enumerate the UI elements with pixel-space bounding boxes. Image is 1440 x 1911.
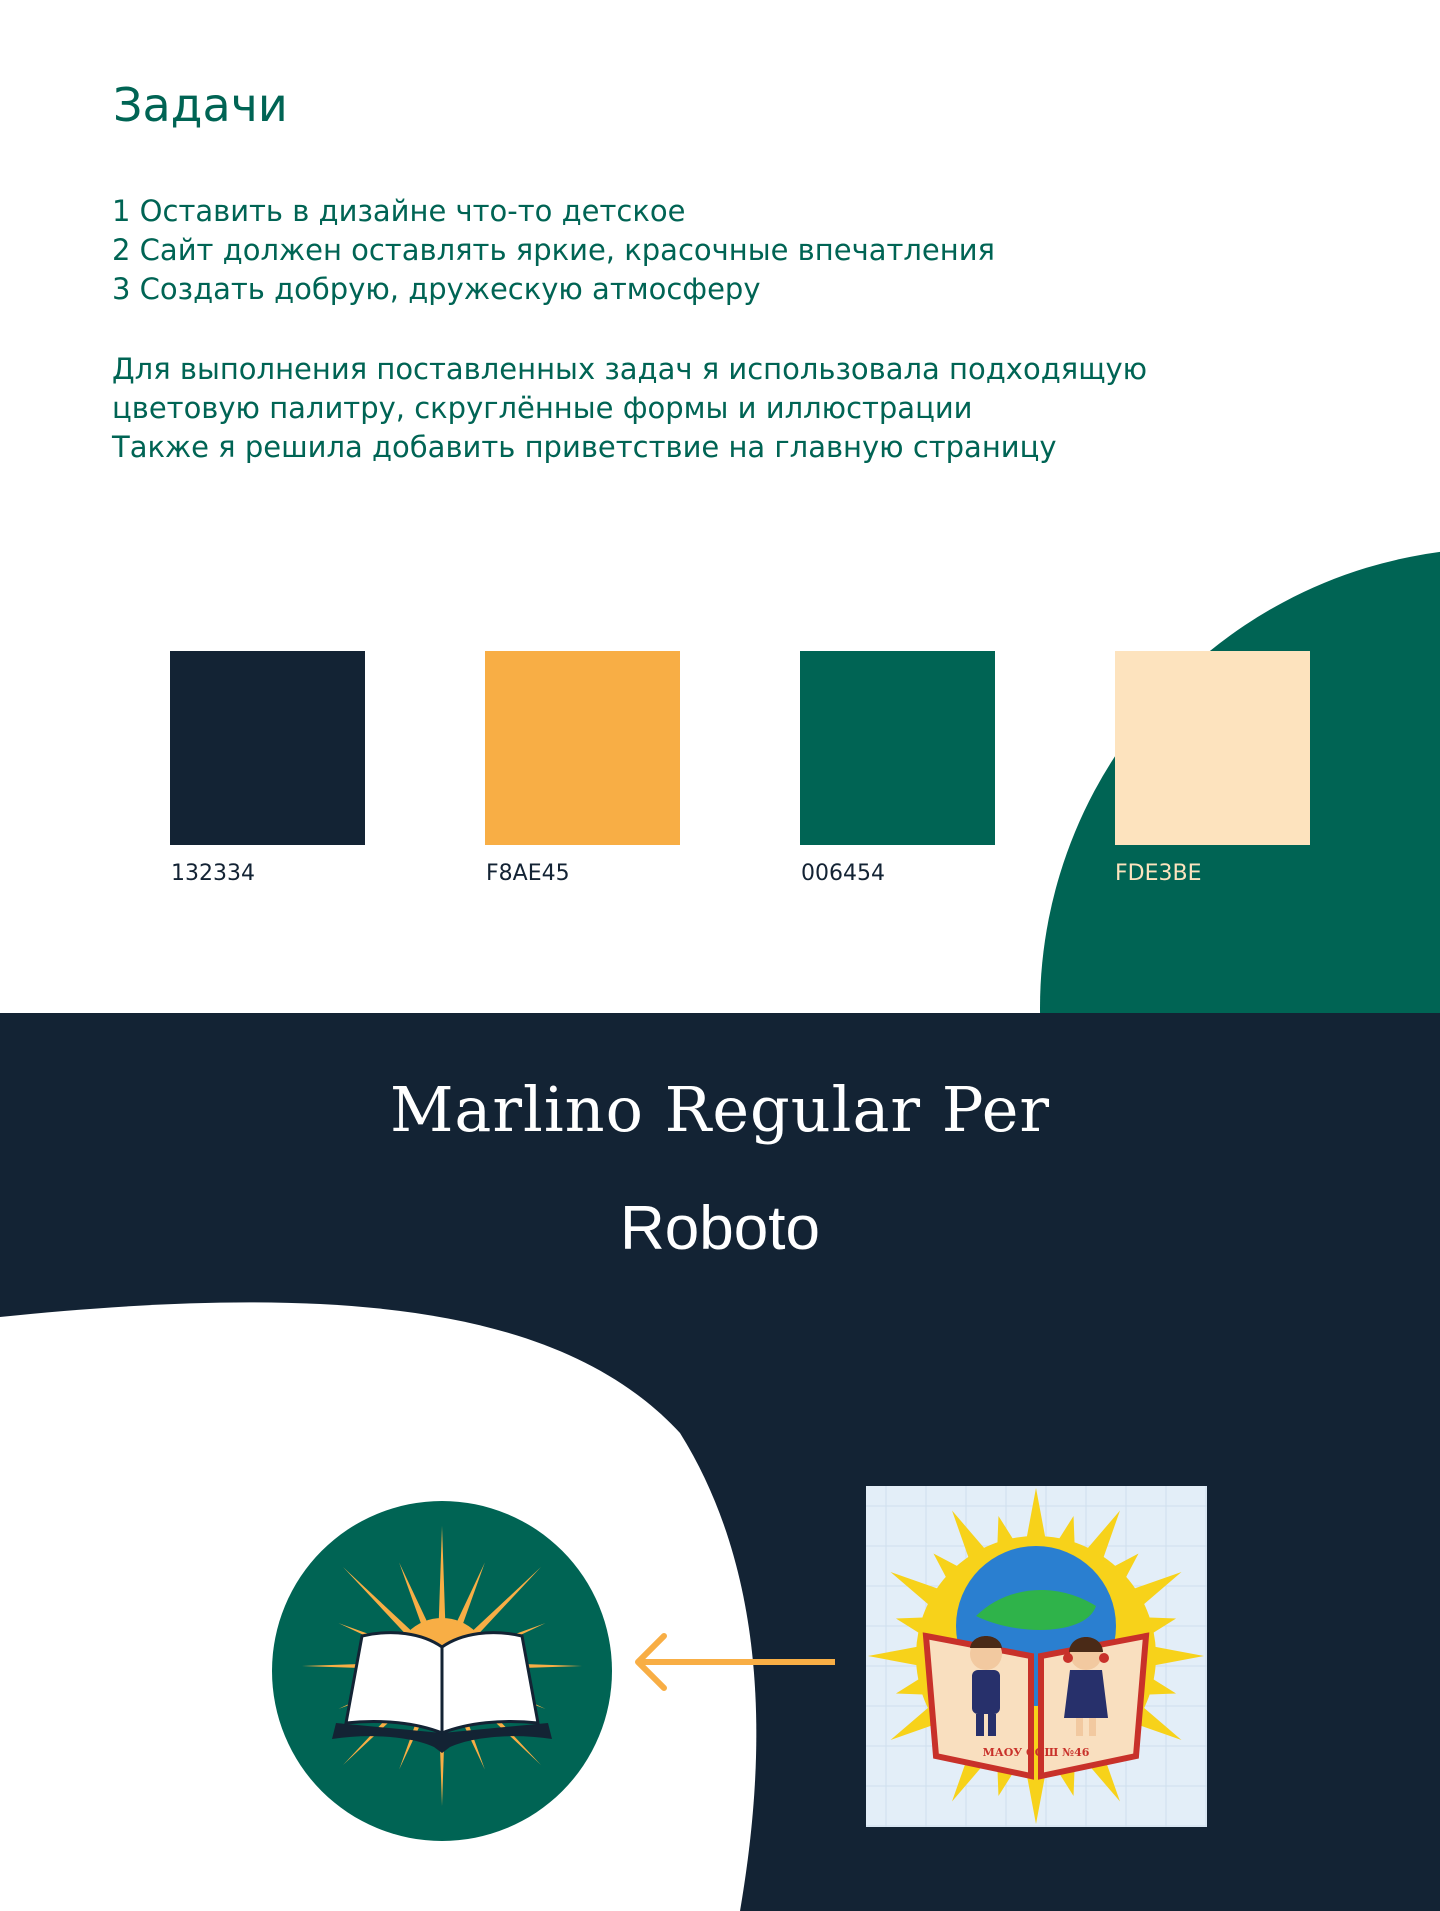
color-swatch-cream: [1115, 651, 1310, 845]
old-school-logo: [866, 1486, 1207, 1827]
arrow-left-icon: [630, 1630, 835, 1694]
white-wave-shape: [0, 1013, 1440, 1911]
color-swatch-dark: [170, 651, 365, 845]
task-item: 1 Оставить в дизайне что-то детское: [112, 194, 686, 228]
swatch-label: F8AE45: [486, 861, 570, 886]
description-line: Также я решила добавить приветствие на главную страницу: [112, 430, 1057, 464]
font-sample-secondary: Roboto: [620, 1194, 820, 1263]
typography-logo-section: [0, 1013, 1440, 1911]
description-line: Для выполнения поставленных задач я использовала подходящую: [112, 352, 1148, 386]
description-line: цветовую палитру, скруглённые формы и иллюстрации: [112, 391, 973, 425]
task-list: [112, 192, 995, 309]
swatch-label: 006454: [801, 861, 885, 886]
swatch-label: FDE3BE: [1115, 861, 1202, 886]
swatch-label: 132334: [171, 861, 255, 886]
old-logo-caption: МАОУ СОШ №46: [982, 1746, 1090, 1759]
section-title: Задачи: [113, 78, 288, 132]
color-swatch-orange: [485, 651, 680, 845]
open-book-icon: [332, 1633, 552, 1753]
task-item: 3 Создать добрую, дружескую атмосферу: [112, 272, 761, 306]
new-logo: [272, 1501, 612, 1841]
color-swatch-green: [800, 651, 995, 845]
font-sample-primary: Marlino Regular Per: [389, 1073, 1051, 1146]
task-item: 2 Сайт должен оставлять яркие, красочные впечатления: [112, 233, 995, 267]
